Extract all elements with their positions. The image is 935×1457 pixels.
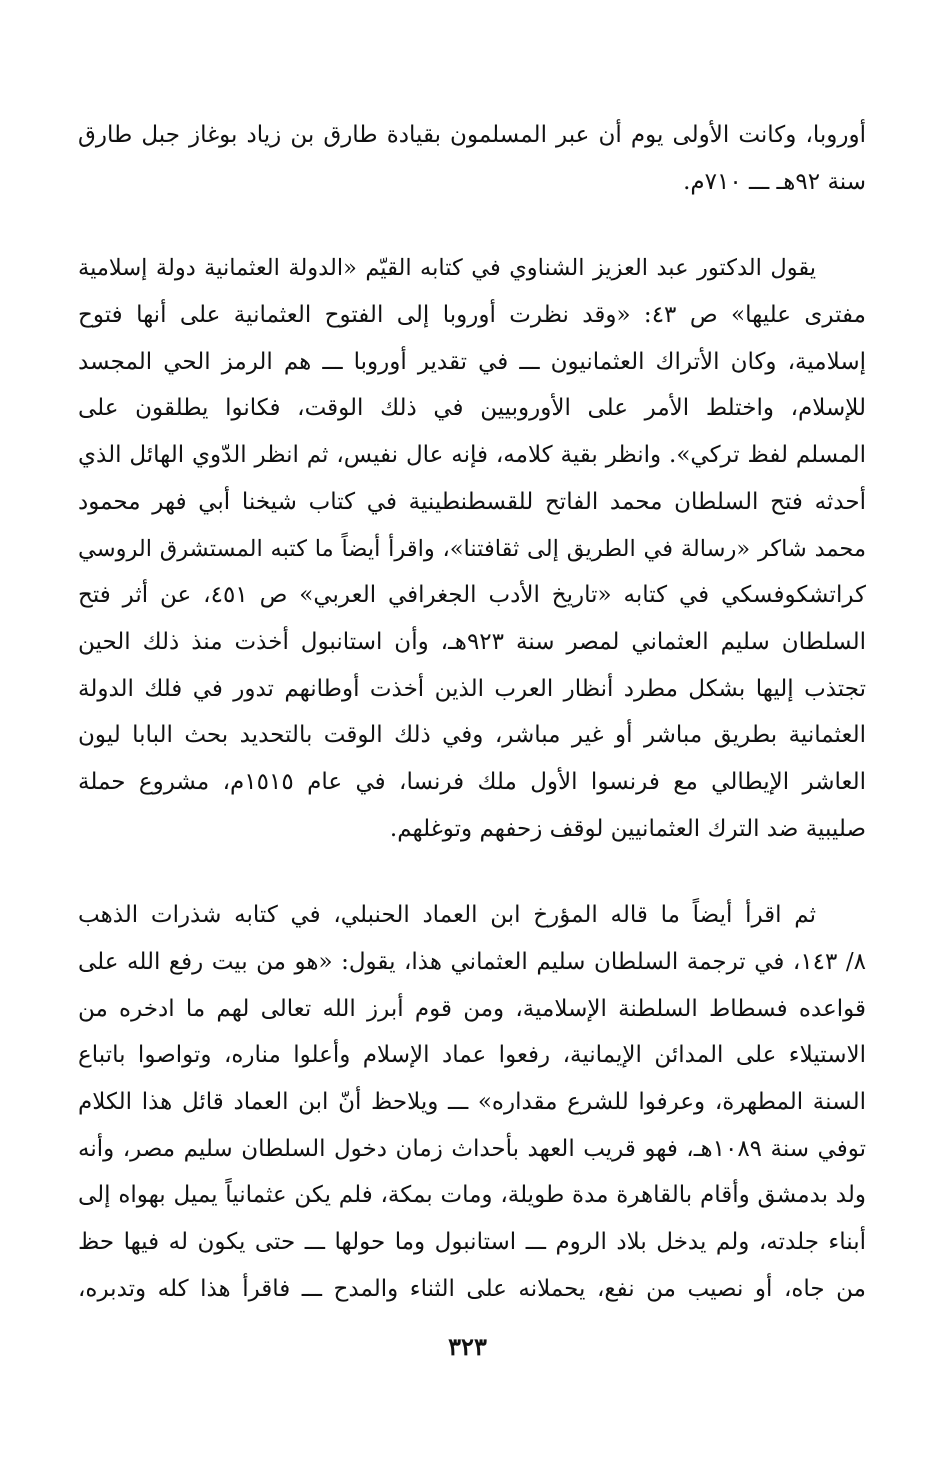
text-line: الاستيلاء على المدائن الإيمانية، رفعوا عماد الإسلام وأعلوا مناره، وتواصوا باتباع (78, 1042, 866, 1069)
text-line: ثم اقرأ أيضاً ما قاله المؤرخ ابن العماد الحنبلي، في كتابه شذرات الذهب (78, 902, 816, 929)
text-line: المسلم لفظ تركي». وانظر بقية كلامه، فإنه عال نفيس، ثم انظر الدّوي الهائل الذي (78, 442, 866, 469)
text-line: ٨/ ١٤٣، في ترجمة السلطان سليم العثماني هذا، يقول: «هو من بيت رفع الله على (78, 949, 866, 975)
text-line: أبناء جلدته، ولم يدخل بلاد الروم ـــ استانبول وما حولها ـــ حتى يكون له فيها حظ (78, 1229, 866, 1256)
text-line: سنة ٩٢هـ ـــ ٧١٠م. (683, 168, 866, 195)
text-line: تجتذب إليها بشكل مطرد أنظار العرب الذين أخذت أوطانهم تدور في فلك الدولة (78, 675, 866, 702)
text-line: أحدثه فتح السلطان محمد الفاتح للقسطنطينية في كتاب شيخنا أبي فهر محمود (78, 488, 866, 515)
text-line: توفي سنة ١٠٨٩هـ، فهو قريب العهد بأحداث زمان دخول السلطان سليم مصر، وأنه (78, 1135, 866, 1162)
text-line: إسلامية، وكان الأتراك العثمانيون ـــ في تقدير أوروبا ـــ هم الرمز الحي المجسد (78, 348, 866, 375)
text-line: ولد بدمشق وأقام بالقاهرة مدة طويلة، ومات بمكة، فلم يكن عثمانياً يميل بهواه إلى (78, 1182, 866, 1209)
text-line: مفترى عليها» ص ٤٣: «وقد نظرت أوروبا إلى الفتوح العثمانية على أنها فتوح (78, 302, 866, 329)
paragraph-3 (78, 892, 866, 1312)
paragraph-spacer (78, 852, 866, 892)
text-line: يقول الدكتور عبد العزيز الشناوي في كتابه القيّم «الدولة العثمانية دولة إسلامية (78, 255, 816, 282)
paragraph-2 (78, 245, 866, 852)
text-line: صليبية ضد الترك العثمانيين لوقف زحفهم وتوغلهم. (389, 815, 866, 842)
text-line: للإسلام، واختلط الأمر على الأوروبيين في ذلك الوقت، فكانوا يطلقون على (78, 395, 866, 422)
page-body (78, 112, 866, 1313)
paragraph-1 (78, 112, 866, 205)
paragraph-spacer (78, 205, 866, 245)
text-line: قواعده فسطاط السلطنة الإسلامية، ومن قوم أبرز الله تعالى لهم ما ادخره من (78, 995, 866, 1022)
text-line: السنة المطهرة، وعرفوا للشرع مقداره» ـــ ويلاحظ أنّ ابن العماد قائل هذا الكلام (78, 1089, 866, 1116)
text-line: العاشر الإيطالي مع فرنسوا الأول ملك فرنسا، في عام ١٥١٥م، مشروع حملة (78, 768, 866, 795)
text-line: من جاه، أو نصيب من نفع، يحملانه على الثناء والمدح ـــ فاقرأ هذا كله وتدبره، (78, 1275, 866, 1302)
text-line: العثمانية بطريق مباشر أو غير مباشر، وفي ذلك الوقت بالتحديد بحث البابا ليون (78, 722, 866, 749)
text-line: كراتشكوفسكي في كتابه «تاريخ الأدب الجغرافي العربي» ص ٤٥١، عن أثر فتح (78, 582, 866, 609)
text-line: محمد شاكر «رسالة في الطريق إلى ثقافتنا»، واقرأ أيضاً ما كتبه المستشرق الروسي (78, 535, 866, 562)
page-number: ٣٢٣ (448, 1332, 487, 1361)
text-line: أوروبا، وكانت الأولى يوم أن عبر المسلمون بقيادة طارق بن زياد بوغاز جبل طارق (78, 122, 866, 148)
text-line: السلطان سليم العثماني لمصر سنة ٩٢٣هـ، وأن استانبول أخذت منذ ذلك الحين (78, 628, 866, 655)
